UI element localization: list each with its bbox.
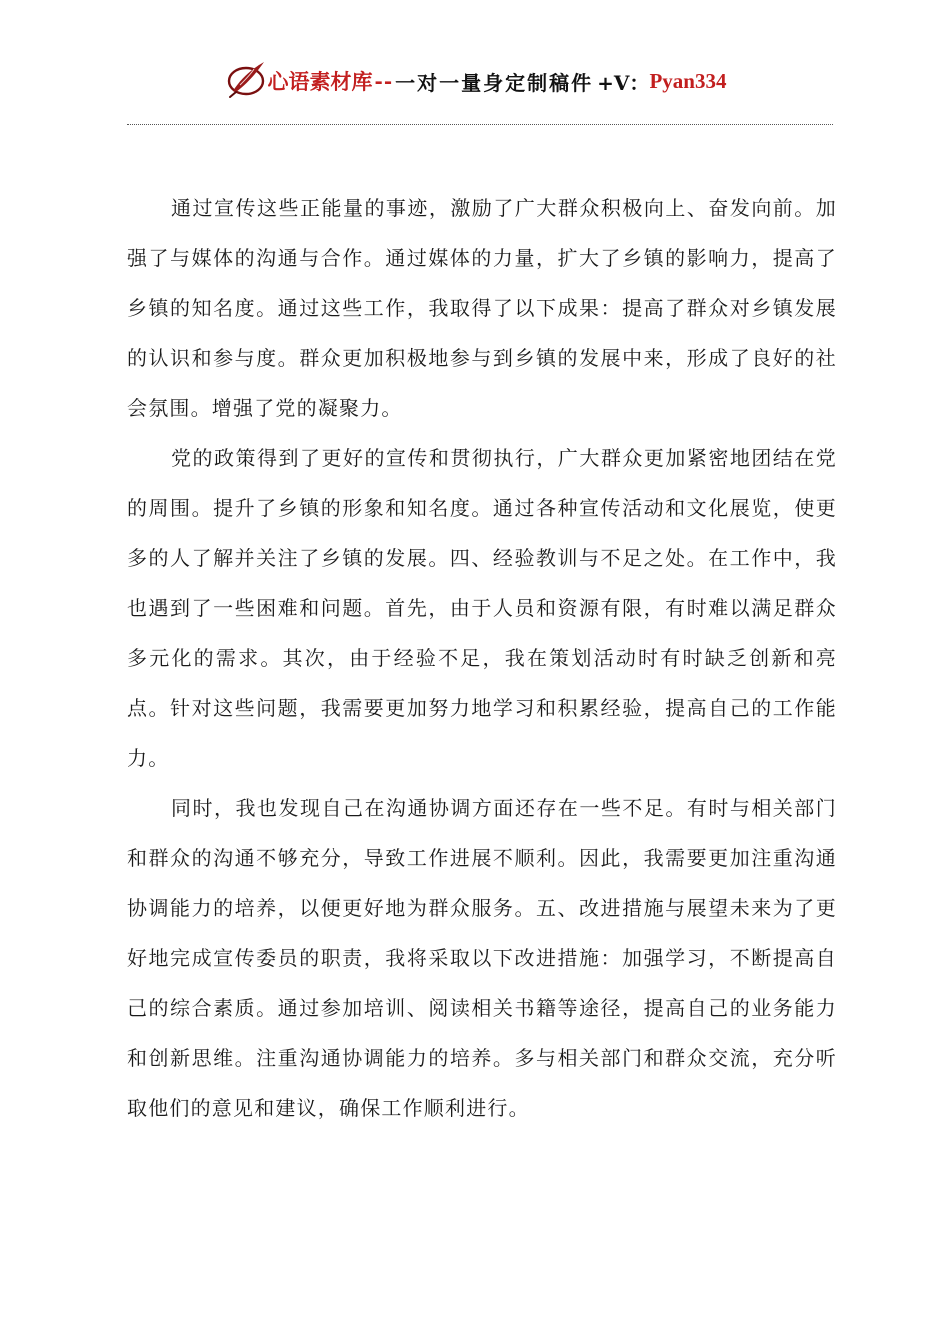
header-divider xyxy=(127,124,833,125)
page-header xyxy=(0,56,950,106)
paragraph-2: 党的政策得到了更好的宣传和贯彻执行，广大群众更加紧密地团结在党的周围。提升了乡镇的形象和知名度。通过各种宣传活动和文化展览，使更多的人了解并关注了乡镇的发展。四、经验教训与不足之处。在工作中，我也遇到了一些困难和问题。首先，由于人员和资源有限，有时难以满足群众多元化的需求。其次，由于经验不足，我在策划活动时有时缺乏创新和亮点。针对这些问题，我需要更加努力地学习和积累经验，提高自己的工作能力。 xyxy=(127,446,837,770)
header-separator: -- xyxy=(374,69,394,93)
contact-id: Pyan334 xyxy=(649,68,727,93)
paragraph-3: 同时，我也发现自己在沟通协调方面还存在一些不足。有时与相关部门和群众的沟通不够充分，导致工作进展不顺利。因此，我需要更加注重沟通协调能力的培养，以便更好地为群众服务。五、改进措施与展望未来为了更好地完成宣传委员的职责，我将采取以下改进措施：加强学习，不断提高自己的综合素质。通过参加培训、阅读相关书籍等途径，提高自己的业务能力和创新思维。注重沟通协调能力的培养。多与相关部门和群众交流，充分听取他们的意见和建议，确保工作顺利进行。 xyxy=(127,796,837,1120)
header-line xyxy=(224,60,727,102)
brand-name: 心语素材库 xyxy=(267,69,373,94)
paragraph-1: 通过宣传这些正能量的事迹，激励了广大群众积极向上、奋发向前。加强了与媒体的沟通与合作。通过媒体的力量，扩大了乡镇的影响力，提高了乡镇的知名度。通过这些工作，我取得了以下成果：提高了群众对乡镇发展的认识和参与度。群众更加积极地参与到乡镇的发展中来，形成了良好的社会氛围。增强了党的凝聚力。 xyxy=(127,196,837,420)
document-body xyxy=(127,183,837,1133)
contact-label: +V： xyxy=(597,70,650,95)
header-tagline: 一对一量身定制稿件 xyxy=(395,70,594,95)
quill-pen-logo-icon xyxy=(224,58,268,100)
